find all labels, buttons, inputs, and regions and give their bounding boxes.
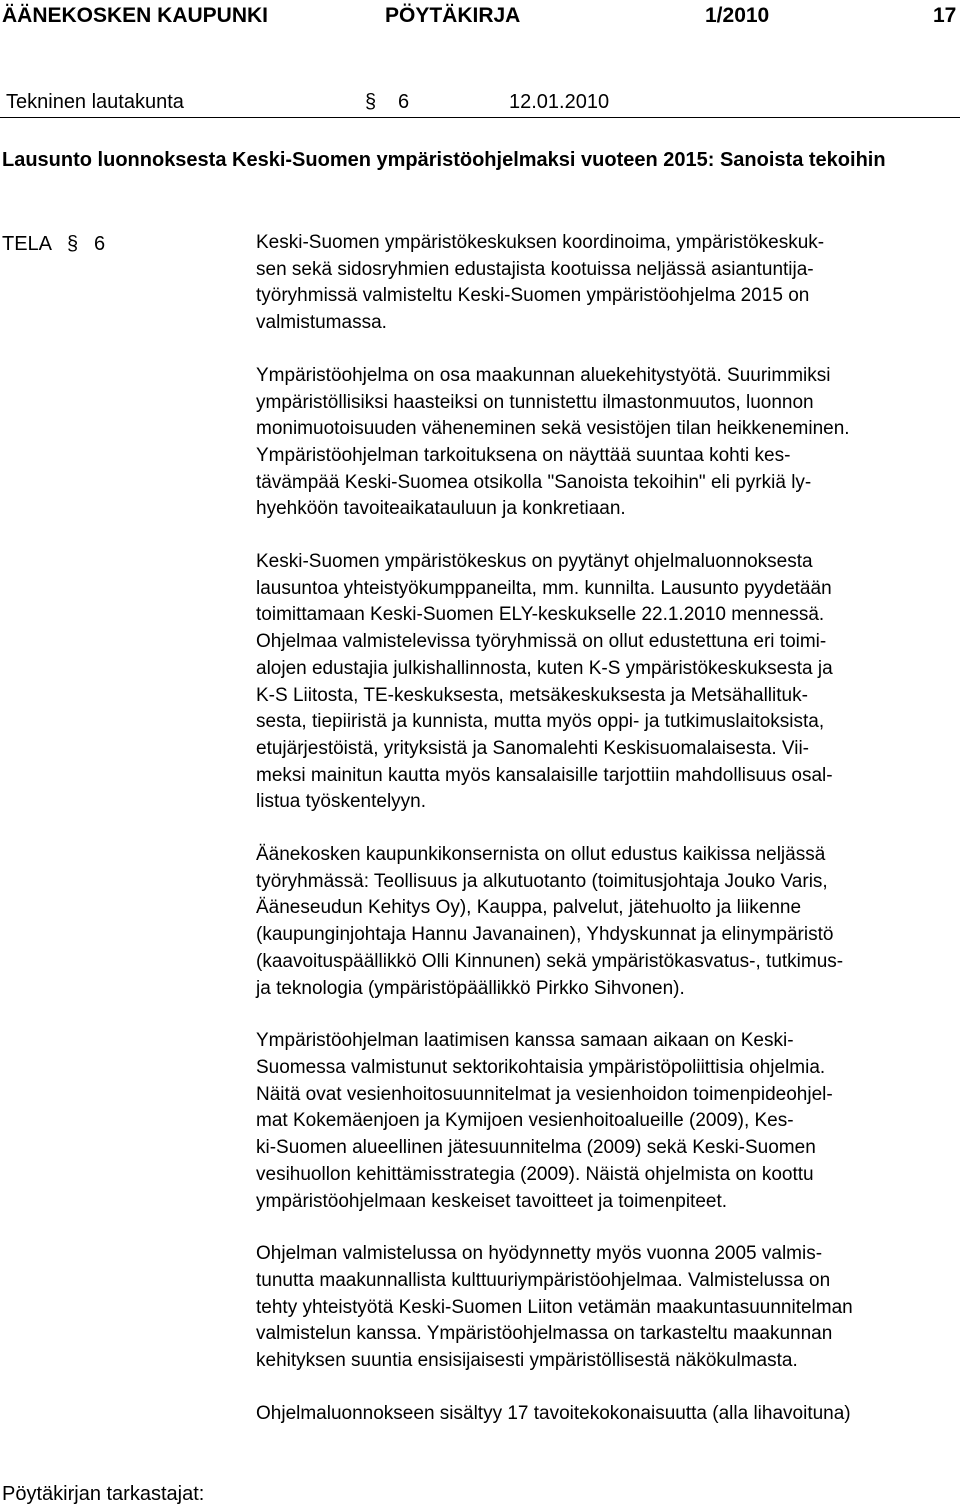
paragraph: Ohjelmaluonnokseen sisältyy 17 tavoitekokonaisuutta (alla lihavoituna) — [256, 1402, 851, 1424]
item-body — [256, 230, 956, 1453]
paragraph: Ympäristöohjelma on osa maakunnan aluekehitystyötä. Suurimmiksi ympäristöllisiksi haasteiksi on tunnistettu ilmastonmuutos, luonnon monimuotoisuuden väheneminen sekä vesistöjen tilan heikkeneminen. Ympäristöohjelman tarkoituksena on näyttää suuntaa kohti kes- tävämpää Keski-Suomea otsikolla "Sanoista tekoihin" eli pyrkiä ly- hyehköön tavoiteaikatauluun ja konkretiaan. — [256, 364, 850, 520]
document-type: PÖYTÄKIRJA — [385, 4, 521, 27]
reviewers-label: Pöytäkirjan tarkastajat: — [2, 1483, 205, 1505]
organization-name: ÄÄNEKOSKEN KAUPUNKI — [2, 4, 269, 27]
section-symbol: § — [365, 91, 377, 113]
paragraph: Äänekosken kaupunkikonsernista on ollut edustus kaikissa neljässä työryhmässä: Teollisuus ja alkutuotanto (toimitusjohtaja Jouko Varis, Ääneseudun Kehitys Oy), Kauppa, palvelut, jätehuolto ja liikenne (kaupunginjohtaja Hannu Javanainen), Yhdyskunnat ja elinympäristö (kaavoituspäällikkö Olli Kinnunen) sekä ympäristökasvatus-, tutkimus- ja teknologia (ympäristöpäällikkö Pirkko Sihvonen). — [256, 844, 844, 999]
committee-name: Tekninen lautakunta — [6, 91, 184, 113]
agenda-item-title: Lausunto luonnoksesta Keski-Suomen ympäristöohjelmaksi vuoteen 2015: Sanoista tekoihin — [2, 149, 886, 171]
header-divider — [0, 117, 960, 118]
paragraph: Ohjelman valmistelussa on hyödynnetty myös vuonna 2005 valmis- tunutta maakunnallista kulttuuriympäristöohjelmaa. Valmistelussa on tehty yhteistyötä Keski-Suomen Liiton vetämän maakuntasuunnitelman valmistelun kanssa. Ympäristöohjelmassa on tarkasteltu maakunnan kehityksen suuntia ensisijaisesti ympäristöllisestä näkökulmasta. — [256, 1243, 853, 1372]
paragraph: Keski-Suomen ympäristökeskus on pyytänyt ohjelmaluonnoksesta lausuntoa yhteistyökumppaneilta, mm. kunnilta. Lausunto pyydetään toimittamaan Keski-Suomen ELY-keskukselle 22.1.2010 mennessä. Ohjelmaa valmistelevissa työryhmissä on ollut edustettuna eri toimi- alojen edustajia julkishallinnosta, kuten K-S ympäristökeskuksesta ja K-S Liitosta, TE-keskuksesta, metsäkeskuksesta ja Metsähallituk- sesta, tiepiiristä ja kunnista, mutta myös oppi- ja tutkimuslaitoksista, etujärjestöistä, yrityksistä ja Sanomalehti Keskisuomalaisesta. Vii- meksi mainitun kautta myös kansalaisille tarjottiin mahdollisuus osal- listua työskentelyyn. — [256, 551, 833, 813]
section-number: 6 — [398, 91, 410, 113]
item-label-prefix: TELA — [2, 233, 53, 255]
paragraph: Ympäristöohjelman laatimisen kanssa samaan aikaan on Keski- Suomessa valmistunut sektorikohtaisia ympäristöpoliittisia ohjelmia. Näitä ovat vesienhoitosuunnitelmat ja vesienhoidon toimenpideohjel- mat Kokemäenjoen ja Kymijoen vesienhoitoalueille (2009), Kes- ki-Suomen alueellinen jätesuunnitelma (2009) sekä Keski-Suomen vesihuollon kehittämisstrategia (2009). Näistä ohjelmista on koottu ympäristöohjelmaan keskeiset tavoitteet ja toimenpiteet. — [256, 1030, 833, 1212]
page-number: 17 — [933, 4, 957, 27]
item-section-symbol: § — [67, 233, 79, 255]
paragraph: Keski-Suomen ympäristökeskuksen koordinoima, ympäristökeskuk- sen sekä sidosryhmien edustajista kootuissa neljässä asiantuntija- työryhmissä valmisteltu Keski-Suomen ympäristöohjelma 2015 on valmistumassa. — [256, 232, 825, 334]
item-number: 6 — [94, 233, 106, 255]
document-number: 1/2010 — [705, 4, 770, 27]
meeting-date: 12.01.2010 — [509, 91, 610, 113]
